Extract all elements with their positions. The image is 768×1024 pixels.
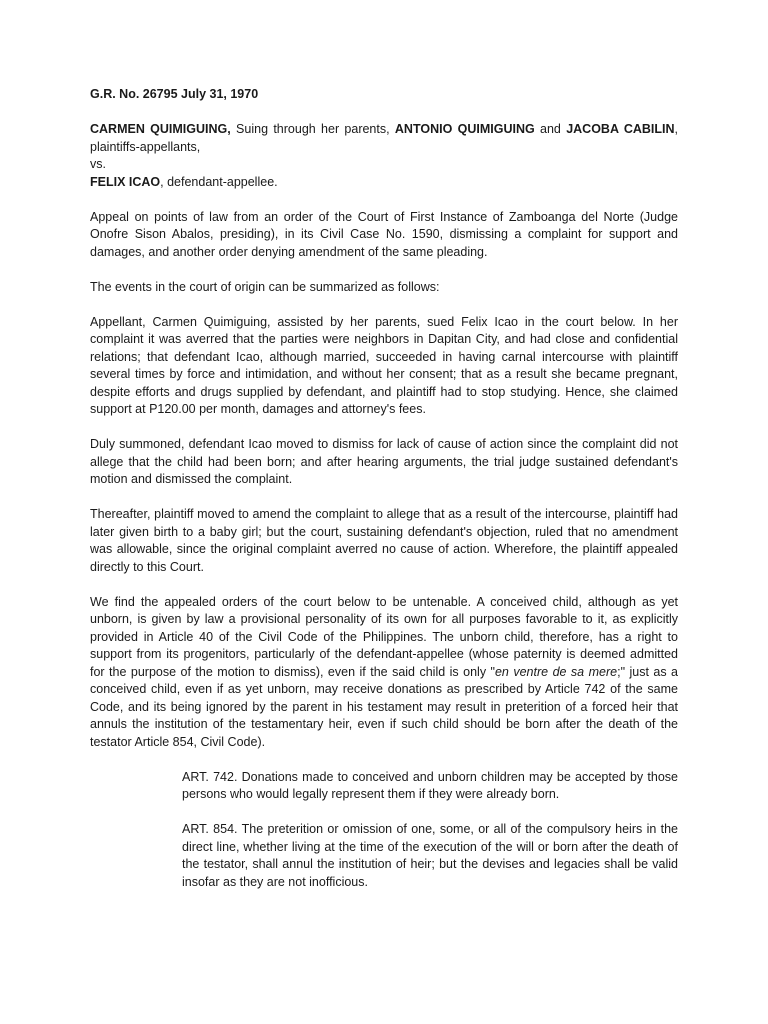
father-name: ANTONIO QUIMIGUING [394,122,535,136]
paragraph-dismissal: Duly summoned, defendant Icao moved to dismiss for lack of cause of action since the complaint did not allege that the child had been born; and after hearing arguments, the trial judge sustained defendant's motion and dismissed the complaint. [90,437,678,486]
plaintiff-name: CARMEN QUIMIGUING, [90,122,231,136]
mother-name: JACOBA CABILIN [566,122,675,136]
paragraph-summary-intro: The events in the court of origin can be summarized as follows: [90,279,440,294]
article-742-quote: ART. 742. Donations made to conceived and unborn children may be accepted by those persons who would legally represent them if they were already born. [182,769,678,801]
plaintiff-text: Suing through her parents, [230,122,395,136]
paragraph-complaint: Appellant, Carmen Quimiguing, assisted by her parents, sued Felix Icao in the court below. In her complaint it was averred that the parties were neighbors in Dapitan City, and had close and confidential relations; that defendant Icao, although married, succeeded in having carnal intercourse with plaintiff several times by force and intimidation, and without her consent; that as a result she became pregnant, despite efforts and drugs supplied by defendant, and plaintiff had to stop studying. Hence, she claimed support at P120.00 per month, damages and attorney's fees. [90,314,678,416]
ruling-text-b: ;" just as a conceived child, even if as yet unborn, may receive donations as prescribed by Article 742 of the same Code, and its being ignored by the parent in his testament may result in preterition of a forced heir that annuls the institution of the testamentary heir, even if such child should be born after the death of the testator Article 854, Civil Code). [90,664,679,749]
paragraph-appeal: Appeal on points of law from an order of the Court of First Instance of Zamboanga del Norte (Judge Onofre Sison Abalos, presiding), in its Civil Case No. 1590, dismissing a complaint for support and damages, and another order denying amendment of the same pleading. [90,209,678,259]
defendant-line [90,174,678,192]
ruling-text-a: We find the appealed orders of the court below to be untenable. A conceived child, although as yet unborn, is given by law a provisional personality of its own for all purposes favorable to it, as explicitly provided in Article 40 of the Civil Code of the Philippines. The unborn child, therefore, has a right to support from its progenitors, particularly of the defendant-appellee (whose paternity is deemed admitted for the purpose of the motion to dismiss), even if the said child is only " [90,594,678,679]
plaintiff-role: , plaintiffs-appellants, [90,122,679,154]
article-854-quote: ART. 854. The preterition or omission of one, some, or all of the compulsory heirs in the direct line, whether living at the time of the execution of the will or born after the death of the testator, shall annul the institution of heir; but the devises and legacies shall be valid insofar as they are not inofficious. [182,822,678,889]
case-number: G.R. No. 26795 July 31, 1970 [90,87,259,101]
defendant-name: FELIX ICAO [90,174,161,189]
document-page [90,86,678,909]
paragraph-ruling [90,594,678,752]
versus-text: vs. [90,157,106,171]
and-text: and [534,122,567,136]
defendant-role: , defendant-appellee. [160,174,278,189]
ruling-italic-phrase: en ventre de sa mere [494,664,618,679]
paragraph-amendment: Thereafter, plaintiff moved to amend the complaint to allege that as a result of the intercourse, plaintiff had later given birth to a baby girl; but the court, sustaining defendant's objection, ruled that no amendment was allowable, since the original complaint averred no cause of action. Wherefore, the plaintiff appealed directly to this Court. [90,507,678,574]
case-caption [90,121,678,191]
